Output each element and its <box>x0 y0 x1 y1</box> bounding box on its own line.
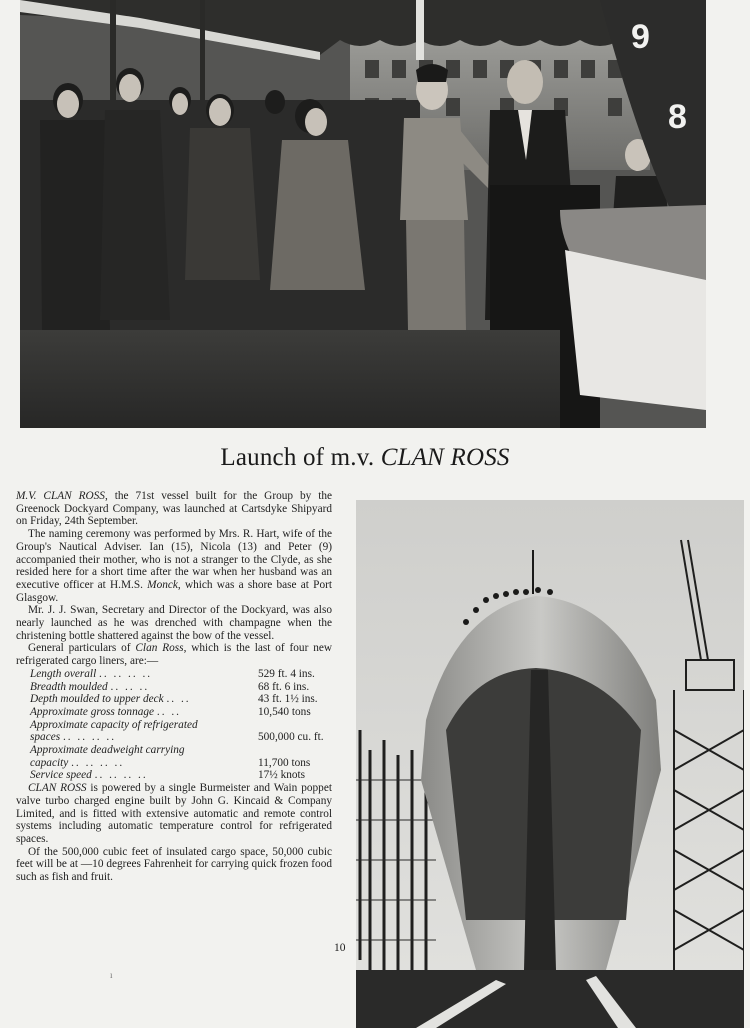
ship-launch-photo <box>356 500 744 1028</box>
particulars-ship-name: Clan Ross <box>135 642 184 655</box>
paragraph-intro <box>16 490 332 528</box>
spec-value <box>258 744 332 757</box>
spec-label <box>16 769 258 782</box>
title-prefix: Launch of m.v. <box>220 444 381 471</box>
paragraph-particulars-intro <box>16 642 332 667</box>
paragraph-cargo-space: Of the 500,000 cubic feet of insulated cargo space, 50,000 cubic feet will be at —10 degrees Fahrenheit for carrying quick frozen food such as fish and fruit. <box>16 845 332 884</box>
spec-label <box>16 706 258 719</box>
spec-row <box>16 668 332 681</box>
hull-draft-mark-8: 8 <box>668 98 687 136</box>
spec-leader-dots: .. .. <box>166 693 191 706</box>
naming-text-a: The naming ceremony was performed by Mrs. R. Hart, wife of the Group's Nautical Adviser. Ian (15), Nicola (13) and Peter (9) accompanied their mother, who is not a stranger to the Clyde, as she resided here for a short time after the war when her husband was an executive officer at H.M.S. <box>16 528 332 591</box>
ship-name-italic: M.V. CLAN ROSS <box>16 490 105 502</box>
spec-row <box>16 706 332 719</box>
spec-value: 500,000 cu. ft. <box>258 731 324 744</box>
spec-leader-dots: .. .. .. .. <box>71 756 125 769</box>
article-body <box>16 490 332 884</box>
spec-label <box>16 668 258 681</box>
spec-label-text: spaces <box>30 731 61 744</box>
spec-label <box>16 757 258 770</box>
spec-label-text: Breadth moulded <box>30 680 108 693</box>
spec-label <box>16 681 258 694</box>
spec-leader-dots: .. .. .. .. <box>94 769 148 782</box>
spec-label-text: Approximate gross tonnage <box>30 705 155 718</box>
spec-leader-dots: .. .. .. <box>110 680 150 693</box>
spec-row <box>16 731 332 744</box>
paragraph-swan: Mr. J. J. Swan, Secretary and Director of the Dockyard, was also nearly launched as he was drenched with champagne when the christening bottle shattered against the bow of the vessel. <box>16 604 332 642</box>
spec-leader-dots: .. .. .. .. <box>99 667 153 680</box>
spec-row <box>16 693 332 706</box>
specifications-table <box>16 668 332 782</box>
article-title <box>0 444 730 472</box>
spec-row <box>16 719 332 732</box>
stray-mark: ı <box>110 970 113 980</box>
paragraph-engine <box>16 782 332 846</box>
intro-text: , the 71st vessel built for the Group by the Greenock Dockyard Company, was launched at Cartsdyke Shipyard on Friday, 24th September. <box>16 490 332 528</box>
spec-label <box>16 693 258 706</box>
spec-value: 43 ft. 1½ ins. <box>258 693 318 706</box>
engine-ship-name: CLAN ROSS <box>28 782 87 795</box>
spec-value: 17½ knots <box>258 769 306 782</box>
spec-value: 10,540 tons <box>258 705 311 718</box>
particulars-text-b: , which is the last of four new refrigerated cargo liners, are:— <box>16 642 333 668</box>
spec-value: 11,700 tons <box>258 756 311 769</box>
spec-label-text: Approximate capacity of refrigerated <box>30 718 198 731</box>
spec-label-text: Depth moulded to upper deck <box>30 693 164 706</box>
spec-row <box>16 769 332 782</box>
paragraph-naming-ceremony <box>16 528 332 604</box>
title-ship-name: CLAN ROSS <box>380 444 510 471</box>
spec-row <box>16 681 332 694</box>
page-number: 10 <box>334 942 346 954</box>
spec-leader-dots: .. .. .. .. <box>62 731 117 744</box>
spec-value: 68 ft. 6 ins. <box>258 680 310 693</box>
spec-label <box>16 731 258 744</box>
spec-label-text: Approximate deadweight carrying <box>30 744 185 757</box>
spec-label <box>16 744 258 757</box>
launch-ceremony-photo <box>20 0 706 428</box>
spec-value <box>258 719 332 732</box>
hms-monck: Monck <box>147 578 178 591</box>
spec-value: 529 ft. 4 ins. <box>258 667 315 680</box>
hull-draft-mark-9: 9 <box>631 18 650 56</box>
spec-leader-dots: .. .. <box>156 705 181 718</box>
spec-row <box>16 744 332 757</box>
spec-label-text: capacity <box>30 756 69 769</box>
engine-text: is powered by a single Burmeister and Wain poppet valve turbo charged engine built by John G. Kincaid & Company Limited, and is fitted with extensive automatic and remote control systems including automatic temperature control for refrigerated spaces. <box>16 782 332 845</box>
spec-label <box>16 719 258 732</box>
spec-label-text: Service speed <box>30 769 92 782</box>
spec-row <box>16 757 332 770</box>
spec-label-text: Length overall <box>30 667 97 680</box>
naming-text-b: , which was a shore base at Port Glasgow. <box>16 578 332 604</box>
particulars-text-a: General particulars of <box>28 642 136 655</box>
